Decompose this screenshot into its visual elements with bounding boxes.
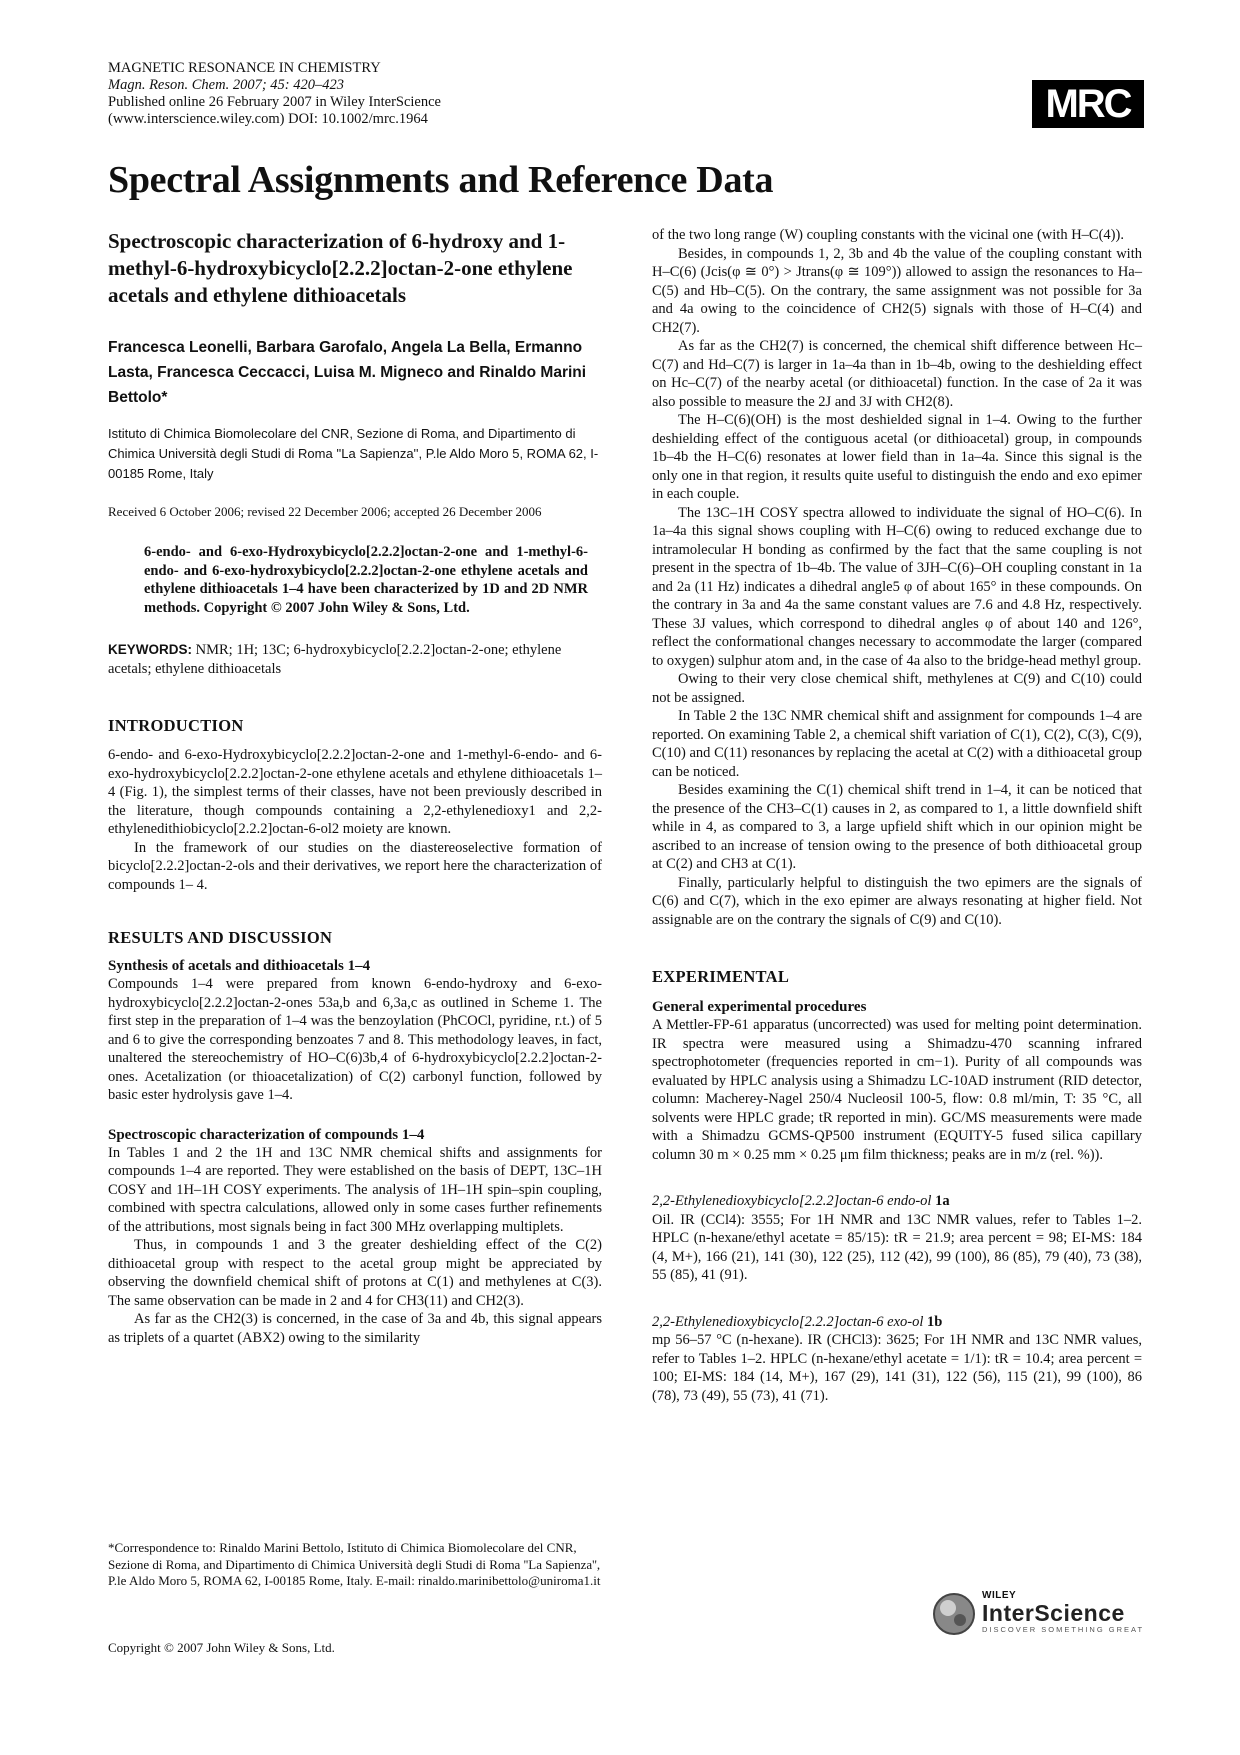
right-paragraph-4: The H–C(6)(OH) is the most deshielded signal in 1–4. Owing to the further deshielding effect of the contiguous acetal (or dithioacetal) group, in compounds 1b–4b the H–C(6) resonates at lower field than in 1a–4a. Since this signal is the only one in that region, it results quite useful to distinguish the endo and exo epimer in each couple. <box>652 412 1142 502</box>
right-paragraph-6: Owing to their very close chemical shift, methylenes at C(9) and C(10) could not be assigned. <box>652 671 1142 706</box>
affiliation: Istituto di Chimica Biomolecolare del CNR, Sezione di Roma, and Dipartimento di Chimica Università degli Studi di Roma ''La Sapienza'', P.le Aldo Moro 5, ROMA 62, I-00185 Rome, Italy <box>108 426 599 481</box>
right-paragraph-7: In Table 2 the 13C NMR chemical shift and assignment for compounds 1–4 are reported. On examining Table 2, a chemical shift variation of C(1), C(2), C(3), C(9), C(10) and C(11) resonances by replacing the acetal at C(2) with a dithioacetal group can be noticed. <box>652 708 1142 780</box>
intro-paragraph-2: In the framework of our studies on the diastereoselective formation of bicyclo[2.2.2]octan-2-ols and their derivatives, we report here the characterization of compounds 1– 4. <box>108 839 602 893</box>
article-title: Spectroscopic characterization of 6-hydroxy and 1-methyl-6-hydroxybicyclo[2.2.2]octan-2-one ethylene acetals and ethylene dithioacetals <box>108 229 573 307</box>
right-paragraph-5: The 13C–1H COSY spectra allowed to individuate the signal of HO–C(6). In 1a–4a this signal shows coupling with H–C(6) owing to reduced exchange due to intramolecular H bonding as confirmed by the fact that the same coupling is not present in the spectra of 1b–4b. The value of 3JH–C(6)–OH coupling constant in 1a and 2a (11 Hz) indicates a dihedral angle5 φ of about 165° in these compounds. On the contrary in 3a and 4a the same constant values are 7.6 and 4.8 Hz, respectively. These 3J values, which correspond to dihedral angles φ of about 140 and 126°, reflect the conformational changes necessary to accommodate the larger (compared to oxygen) sulphur atom and, in the case of 4a also to the bridge-head methyl group. <box>652 504 1142 669</box>
compound-1a-data: Oil. IR (CCl4): 3555; For 1H NMR and 13C NMR values, refer to Tables 1–2. HPLC (n-hexane/ethyl acetate = 85/15): tR = 21.9; area percent = 98; EI-MS: 184 (4, M+), 166 (21), 141 (30), 122 (25), 112 (42), 99 (100), 86 (85), 79 (40), 73 (38), 55 (85), 41 (91). <box>652 1211 1142 1283</box>
section-title: Spectral Assignments and Reference Data <box>108 159 774 201</box>
mrc-logo: MRC <box>1032 80 1144 128</box>
experimental-heading: EXPERIMENTAL <box>652 967 790 986</box>
copyright-notice: Copyright © 2007 John Wiley & Sons, Ltd. <box>108 1640 335 1655</box>
synthesis-heading: Synthesis of acetals and dithioacetals 1–4 <box>108 958 371 974</box>
received-dates: Received 6 October 2006; revised 22 December 2006; accepted 26 December 2006 <box>108 504 542 519</box>
spectroscopy-heading: Spectroscopic characterization of compounds 1–4 <box>108 1126 425 1143</box>
compound-1b-name: 2,2-Ethylenedioxybicyclo[2.2.2]octan-6 exo-ol <box>652 1313 924 1330</box>
compound-1a-title <box>652 1192 1142 1211</box>
intro-paragraph-1: 6-endo- and 6-exo-Hydroxybicyclo[2.2.2]octan-2-one and 1-methyl-6-endo- and 6-exo-hydroxybicyclo[2.2.2]octan-2-one ethylene acetals and ethylene dithioacetals 1–4 (Fig. 1), the simplest terms of their classes, have not been previously described in the literature, though compounds containing a 2,2-ethylenedioxy1 and 2,2-ethylenedithiobicyclo[2.2.2]octan-6-ol2 moiety are known. <box>108 747 602 837</box>
right-paragraph-8: Besides examining the C(1) chemical shift trend in 1–4, it can be noticed that the presence of the CH3–C(1) causes in 2, as compared to 1, a little downfield shift while in 4, as compared to 3, a large upfield shift which in our opinion might be ascribed to an increase of tension owing to the presence of both dithioacetal group at C(2) and CH3 at C(1). <box>652 782 1142 872</box>
right-paragraph-3: As far as the CH2(7) is concerned, the chemical shift difference between Hc–C(7) and Hd–C(7) is larger in 1a–4a than in 1b–4b, owing to the deshielding effect on Hc–C(7) of the nearby acetal (or dithioacetal) function. In the case of 2a it was also possible to measure the 2J and 3J with CH2(8). <box>652 338 1142 410</box>
general-procedures-paragraph: A Mettler-FP-61 apparatus (uncorrected) was used for melting point determination. IR spectra were measured using a Shimadzu-470 scanning infrared spectrophotometer (frequencies reported in cm−1). Purity of all compounds was evaluated by HPLC analysis using a Shimadzu LC-10AD instrument (RID detector, column: Macherey-Nagel 250/4 Nucleosil 100-5, flow: 0.8 ml/min, T: 35 °C, all solvents were HPLC grade; tR reported in min). GC/MS measurements were made with a Shimadzu GCMS-QP500 instrument (EQUITY-5 fused silica capillary column 30 m × 0.25 mm × 0.25 μm film thickness; peaks are in m/z (rel. %)). <box>652 1017 1142 1163</box>
compound-1a-name: 2,2-Ethylenedioxybicyclo[2.2.2]octan-6 endo-ol <box>652 1193 932 1209</box>
interscience-label: InterScience <box>982 1600 1125 1626</box>
journal-masthead <box>108 60 668 128</box>
keywords <box>108 641 602 678</box>
abstract: 6-endo- and 6-exo-Hydroxybicyclo[2.2.2]octan-2-one and 1-methyl-6-endo- and 6-exo-hydroxybicyclo[2.2.2]octan-2-one ethylene acetals and ethylene dithioacetals 1–4 have been characterized by 1D and 2D NMR methods. Copyright © 2007 John Wiley & Sons, Ltd. <box>144 544 588 616</box>
introduction-heading: INTRODUCTION <box>108 716 244 735</box>
right-paragraph-2: Besides, in compounds 1, 2, 3b and 4b the value of the coupling constant with H–C(6) (Jcis(φ ≅ 0°) > Jtrans(φ ≅ 109°)) allowed to assign the resonances to Ha–C(5) and Hb–C(5). On the contrary, the same assignment was not possible for 3a and 4a owing to the coincidence of CH2(5) signals with those of H–C(4) and CH2(7). <box>652 245 1142 336</box>
results-heading: RESULTS AND DISCUSSION <box>108 928 333 947</box>
right-column <box>652 226 1142 1405</box>
compound-1b-block <box>652 1313 1142 1406</box>
spectroscopy-paragraph-2: Thus, in compounds 1 and 3 the greater deshielding effect of the C(2) dithioacetal group with respect to the acetal group might be appreciated by observing the downfield chemical shift of protons at C(1) and methylenes at C(3). The same observation can be made in 2 and 4 for CH3(11) and CH2(3). <box>108 1237 602 1309</box>
compound-1b-data: mp 56–57 °C (n-hexane). IR (CHCl3): 3625; For 1H NMR and 13C NMR values, refer to Tables 1–2. HPLC (n-hexane/ethyl acetate = 1/1): tR = 10.4; area percent = 100; EI-MS: 184 (14, M+), 167 (29), 141 (31), 122 (56), 115 (21), 99 (100), 86 (78), 73 (49), 55 (73), 41 (71). <box>652 1332 1142 1404</box>
footnote-block <box>108 1540 602 1590</box>
general-procedures-heading: General experimental procedures <box>652 999 867 1015</box>
keywords-text: NMR; 1H; 13C; 6-hydroxybicyclo[2.2.2]octan-2-one; ethylene acetals; ethylene dithioacetals <box>108 642 562 677</box>
interscience-tagline: DISCOVER SOMETHING GREAT <box>982 1625 1145 1634</box>
spectroscopy-paragraph-3: As far as the CH2(3) is concerned, in the case of 3a and 4b, this signal appears as triplets of a quartet (ABX2) owing to the similarity <box>108 1311 602 1346</box>
keywords-label: KEYWORDS: <box>108 642 192 657</box>
author-list: Francesca Leonelli, Barbara Garofalo, Angela La Bella, Ermanno Lasta, Francesca Ceccacci, Luisa M. Migneco and Rinaldo Marini Bettolo* <box>108 339 587 406</box>
wiley-wordmark <box>982 1590 1144 1634</box>
synthesis-paragraph: Compounds 1–4 were prepared from known 6-endo-hydroxy and 6-exo-hydroxybicyclo[2.2.2]octan-2-ones 53a,b and 6,3a,c as outlined in Scheme 1. The first step in the preparation of 1–4 was the benzoylation (PhCOCl, pyridine, r.t.) of 5 and 6 to give the corresponding benzoates 7 and 8. This methodology leaves, in fact, unaltered the stereochemistry of HO–C(6)3b,4 of 6-hydroxybicyclo[2.2.2]octan-2-ones. Acetalization (or thioacetalization) of C(2) carbonyl function, followed by basic ester hydrolysis gave 1–4. <box>108 976 602 1103</box>
spectroscopy-paragraph-1: In Tables 1 and 2 the 1H and 13C NMR chemical shifts and assignments for compounds 1–4 are reported. They were established on the basis of DEPT, 13C–1H COSY and 1H–1H COSY experiments. The analysis of 1H–1H spin–spin coupling, combined with spectra calculations, allowed only in some cases further refinements of the attributions, most signals being in fact 300 MHz overlapping multiplets. <box>108 1144 602 1235</box>
right-paragraph-1: of the two long range (W) coupling constants with the vicinal one (with H–C(4)). <box>652 227 1124 243</box>
wiley-label: WILEY <box>982 1590 1017 1601</box>
correspondence-footnote: *Correspondence to: Rinaldo Marini Bettolo, Istituto di Chimica Biomolecolare del CNR, Sezione di Roma, and Dipartimento di Chimica Università degli Studi di Roma ''La Sapienza'', P.le Aldo Moro 5, ROMA 62, I-00185 Rome, Italy. E-mail: rinaldo.marinibettolo@uniroma1.it <box>108 1540 601 1588</box>
journal-name: MAGNETIC RESONANCE IN CHEMISTRY <box>108 60 381 76</box>
compound-1b-title <box>652 1313 1142 1332</box>
compound-1a-id: 1a <box>935 1193 950 1209</box>
publication-date: Published online 26 February 2007 in Wiley InterScience <box>108 94 441 110</box>
journal-citation: Magn. Reson. Chem. 2007; 45: 420–423 <box>108 77 345 93</box>
right-paragraph-9: Finally, particularly helpful to distinguish the two epimers are the signals of C(6) and C(7), which in the exo epimer are always resonating at higher field. Not assignable are on the contrary the signals of C(9) and C(10). <box>652 874 1142 928</box>
wiley-interscience-logo <box>930 1586 1150 1642</box>
compound-1a-block <box>652 1192 1142 1285</box>
compound-1b-id: 1b <box>927 1313 943 1330</box>
doi-link[interactable]: (www.interscience.wiley.com) DOI: 10.1002/mrc.1964 <box>108 111 428 127</box>
globe-icon <box>930 1590 978 1638</box>
left-column <box>108 228 602 1347</box>
